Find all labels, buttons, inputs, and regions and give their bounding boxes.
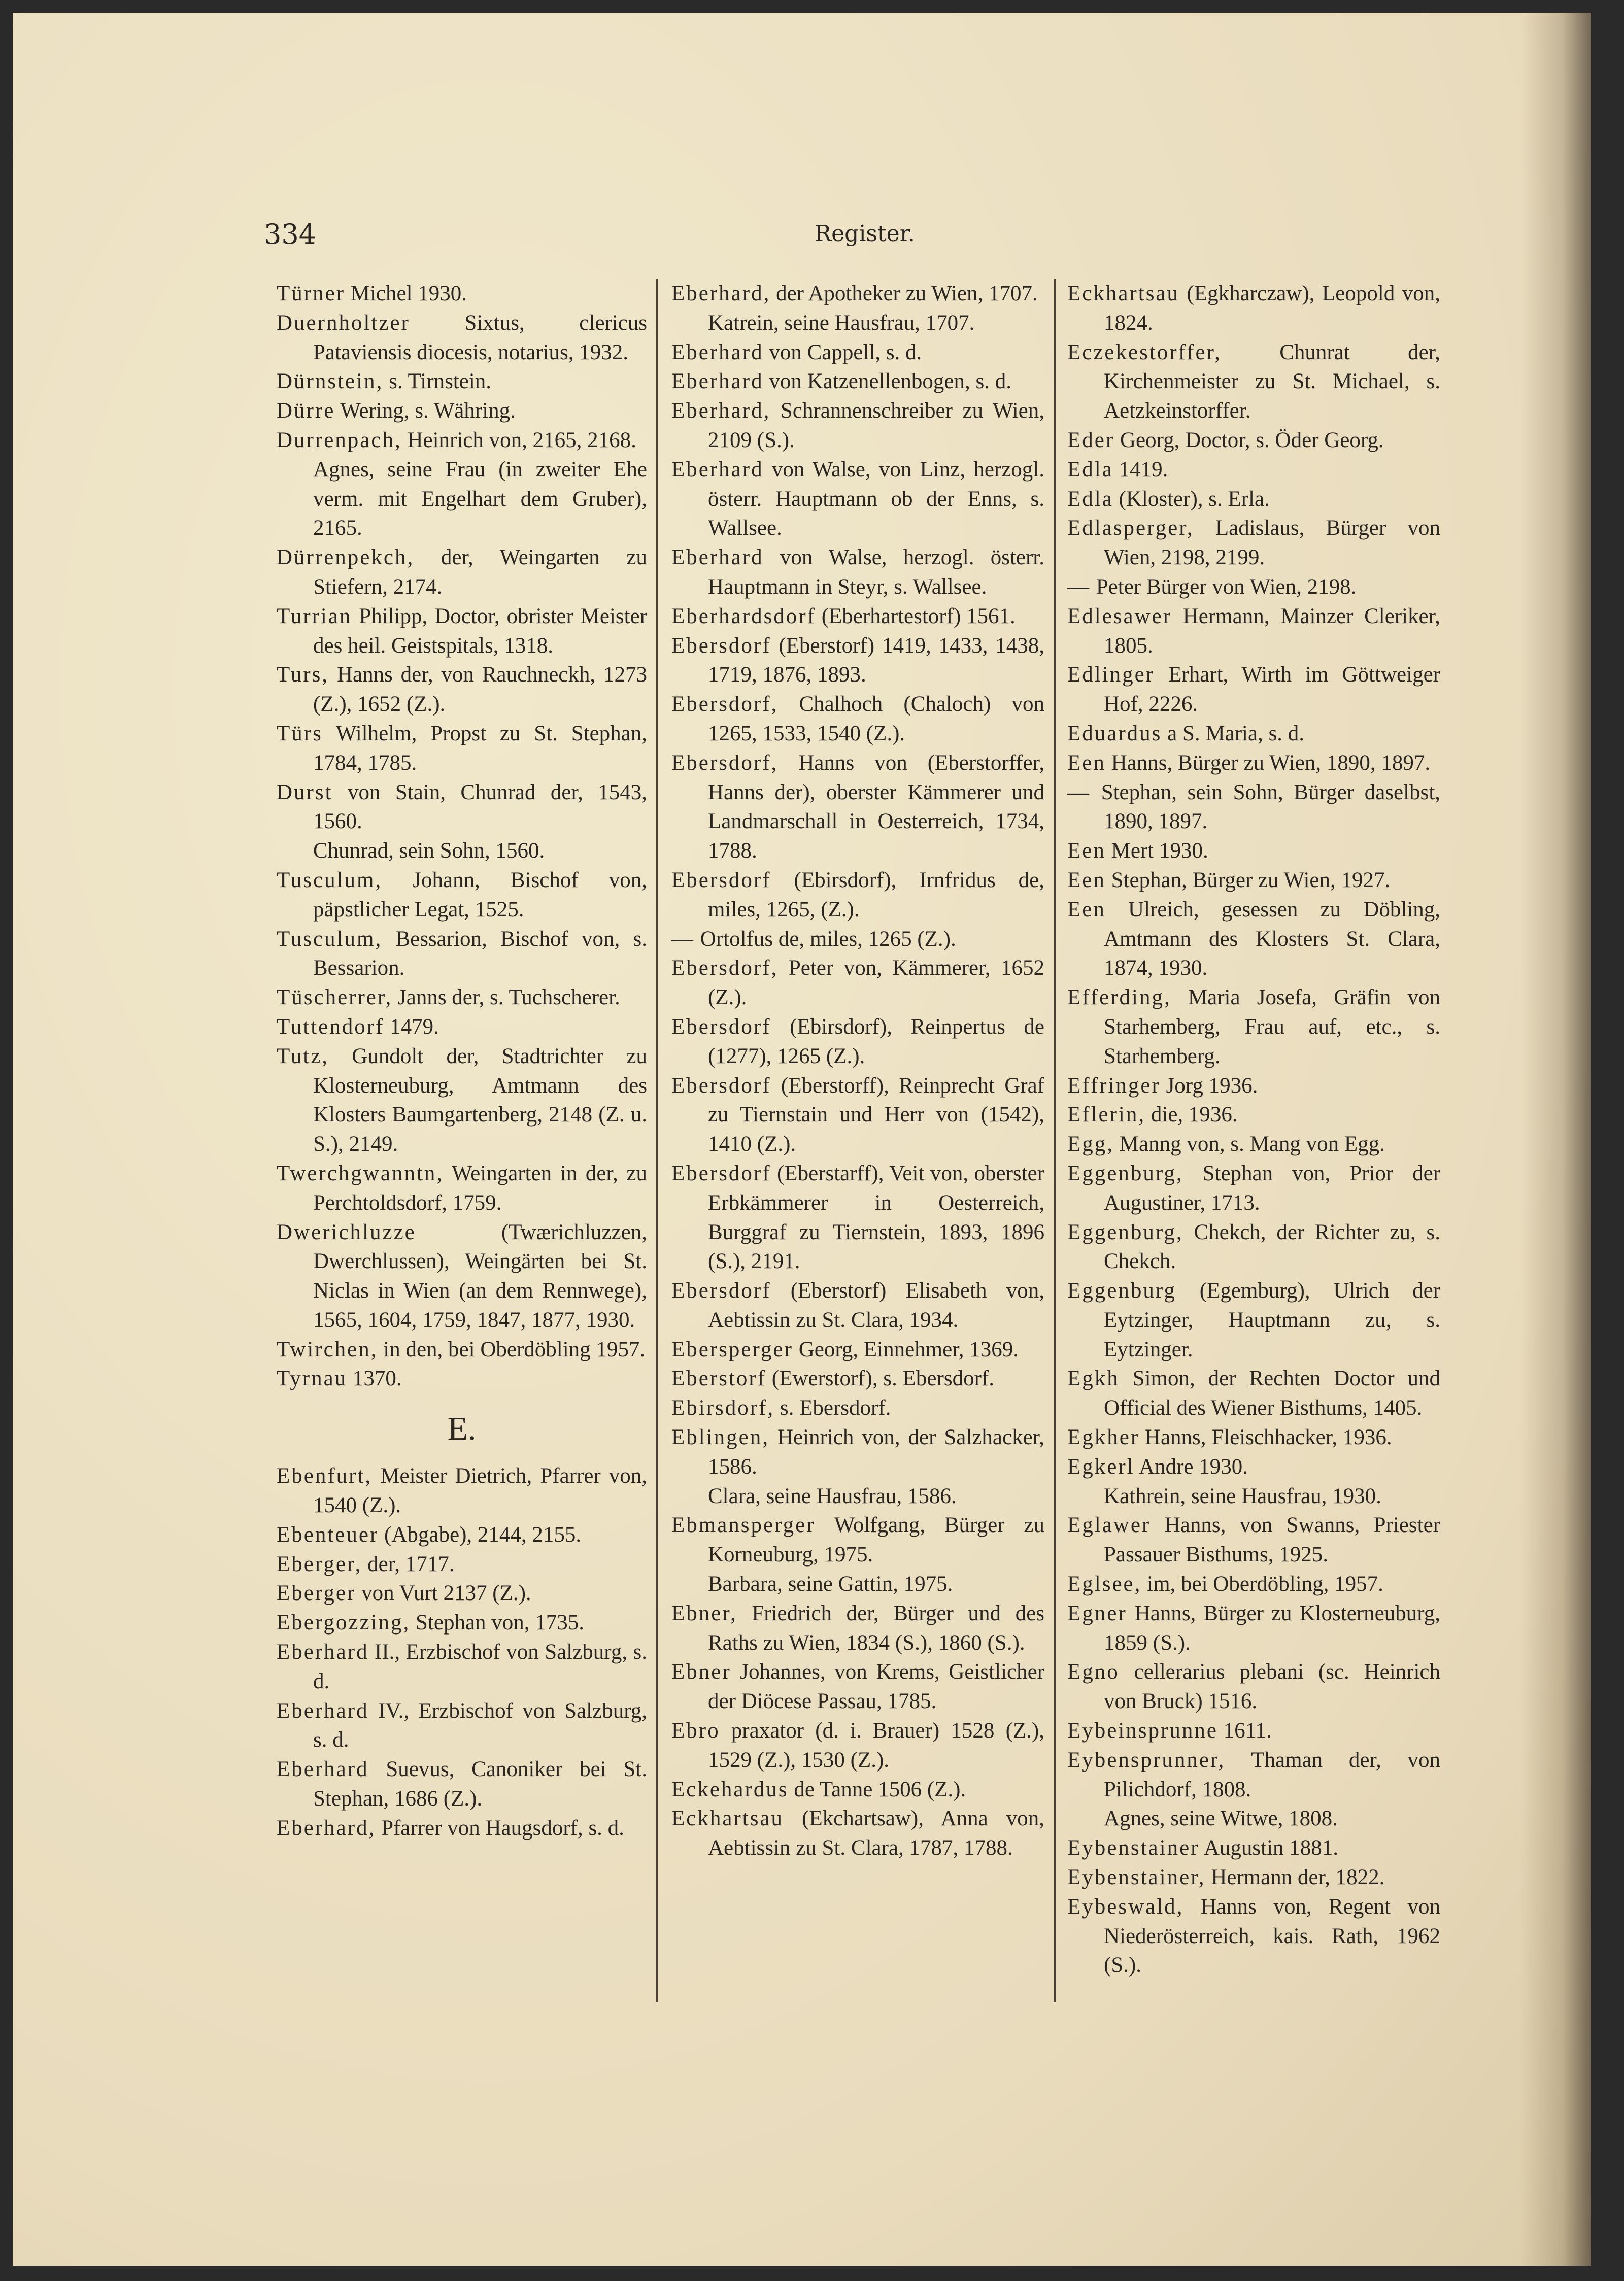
- entry-text: Mert 1930.: [1111, 839, 1208, 863]
- entry-text: Sixtus, clericus Pataviensis diocesis, notarius, 1932.: [313, 311, 647, 364]
- entry-headword: Ebersdorf: [671, 868, 771, 892]
- entry-headword: Dürre: [277, 399, 335, 423]
- index-entry: [277, 279, 647, 309]
- entry-text: Chalhoch (Chaloch) von 1265, 1533, 1540 (Z.).: [708, 692, 1044, 745]
- entry-headword: Tuttendorf: [277, 1014, 385, 1039]
- entry-text: 1611.: [1223, 1719, 1272, 1743]
- index-entry: [1067, 514, 1440, 572]
- index-entry: [1067, 1570, 1440, 1599]
- index-entry: [671, 631, 1044, 690]
- entry-headword: Ebersdorf: [671, 633, 771, 658]
- entry-text: Manng von, s. Mang von Egg.: [1119, 1132, 1385, 1156]
- index-entry: [1067, 1716, 1440, 1746]
- entry-text: (Eberstorf) Elisabeth von, Aebtissin zu St. Clara, 1934.: [708, 1279, 1044, 1332]
- entry-headword: Egkher: [1067, 1425, 1140, 1450]
- entry-text: Hermann der, 1822.: [1211, 1865, 1385, 1890]
- entry-headword: Turs,: [277, 663, 329, 687]
- entry-text: in den, bei Oberdöbling 1957.: [383, 1337, 646, 1361]
- index-entry: [1067, 836, 1440, 866]
- index-entry: [671, 1482, 1044, 1511]
- index-entry: [1067, 748, 1440, 778]
- entry-text: (Eberstorf) 1419, 1433, 1438, 1719, 1876, 1893.: [708, 633, 1044, 687]
- entry-text: Hanns von (Eberstorffer, Hanns der), oberster Kämmerer und Landmarschall in Oesterreich, 1734, 1788.: [708, 751, 1044, 863]
- entry-headword: Eckehardus: [671, 1777, 789, 1801]
- entry-headword: —: [671, 927, 695, 951]
- entry-headword: Eberger: [277, 1581, 356, 1606]
- entry-text: Agnes, seine Frau (in zweiter Ehe verm. mit Engelhart dem Gruber), 2165.: [313, 457, 647, 540]
- entry-text: Michel 1930.: [350, 282, 467, 305]
- index-entry: [277, 1814, 647, 1843]
- entry-text: von Cappell, s. d.: [769, 340, 922, 364]
- entry-headword: Twirchen,: [277, 1337, 378, 1361]
- entry-headword: Türner: [277, 282, 345, 305]
- entry-text: im, bei Oberdöbling, 1957.: [1147, 1572, 1383, 1596]
- index-entry: [671, 1570, 1044, 1599]
- entry-text: II., Erzbischof von Salzburg, s. d.: [313, 1640, 647, 1693]
- index-entry: [1067, 1746, 1440, 1805]
- index-entry: [671, 1393, 1044, 1423]
- entry-text: Friedrich der, Bürger und des Raths zu Wien, 1834 (S.), 1860 (S.).: [708, 1601, 1045, 1655]
- index-entry: [277, 836, 647, 866]
- entry-headword: Eberstorf: [671, 1367, 766, 1391]
- index-entry: [1067, 426, 1440, 455]
- entry-headword: Ebro: [671, 1719, 720, 1743]
- entry-headword: Eberhard: [277, 1640, 369, 1664]
- index-entry: [671, 1511, 1044, 1570]
- entry-text: Barbara, seine Gattin, 1975.: [708, 1572, 953, 1596]
- index-entry: [671, 455, 1044, 543]
- index-entry: [277, 1335, 647, 1365]
- entry-headword: Ebmansperger: [671, 1513, 816, 1538]
- entry-text: Hermann, Mainzer Cleriker, 1805.: [1104, 604, 1440, 658]
- entry-text: Wering, s. Währing.: [340, 399, 516, 423]
- index-entry: [671, 396, 1044, 455]
- entry-headword: Eggenburg,: [1067, 1161, 1183, 1185]
- index-entry: [671, 602, 1044, 631]
- index-entry: [277, 1364, 647, 1393]
- entry-headword: Ebersdorf: [671, 1161, 771, 1185]
- entry-headword: Edlesawer: [1067, 604, 1172, 628]
- entry-headword: Edla: [1067, 487, 1113, 511]
- index-column-3: [1067, 279, 1440, 1980]
- entry-headword: Eybeswald,: [1067, 1894, 1184, 1919]
- entry-text: Wilhelm, Propst zu St. Stephan, 1784, 1785.: [313, 721, 647, 775]
- entry-headword: Dürnstein,: [277, 369, 384, 394]
- entry-headword: Ebenfurt,: [277, 1464, 373, 1488]
- entry-text: (Eberhartestorf) 1561.: [821, 604, 1016, 628]
- index-entry: [671, 309, 1044, 338]
- entry-headword: —: [1067, 574, 1091, 599]
- index-entry: [277, 1159, 647, 1218]
- index-entry: [1067, 1482, 1440, 1511]
- entry-headword: Eder: [1067, 428, 1115, 452]
- entry-text: Erhart, Wirth im Göttweiger Hof, 2226.: [1104, 663, 1440, 717]
- entry-text: von Walse, herzogl. österr. Hauptmann in Steyr, s. Wallsee.: [708, 546, 1045, 599]
- index-entry: [671, 954, 1044, 1012]
- entry-headword: Eberhard: [671, 457, 764, 482]
- index-entry: [1067, 895, 1440, 983]
- entry-headword: Duernholtzer: [277, 311, 410, 335]
- entry-headword: Eberhard,: [277, 1816, 376, 1840]
- entry-text: Stephan, Bürger zu Wien, 1927.: [1111, 868, 1391, 892]
- entry-headword: Ebner: [671, 1660, 731, 1684]
- entry-text: Georg, Einnehmer, 1369.: [798, 1337, 1019, 1361]
- entry-text: s. Ebersdorf.: [780, 1396, 891, 1420]
- entry-text: Simon, der Rechten Doctor und Official des Wiener Bisthums, 1405.: [1104, 1367, 1440, 1420]
- entry-headword: Eberhardsdorf: [671, 604, 816, 628]
- entry-text: (Kloster), s. Erla.: [1119, 487, 1270, 511]
- index-entry: [671, 866, 1044, 925]
- entry-text: s. Tirnstein.: [389, 369, 492, 394]
- index-entry: [671, 690, 1044, 748]
- index-entry: [277, 925, 647, 983]
- index-entry: [277, 866, 647, 925]
- page-number: 334: [264, 218, 317, 250]
- entry-headword: Edla: [1067, 457, 1113, 482]
- index-entry: [1067, 1833, 1440, 1863]
- entry-text: Schrannenschreiber zu Wien, 2109 (S.).: [708, 399, 1044, 452]
- page-gutter-shadow: [1520, 13, 1591, 2266]
- index-entry: [1067, 1071, 1440, 1101]
- entry-headword: Eberhard,: [671, 399, 771, 423]
- entry-text: Wolfgang, Bürger zu Korneuburg, 1975.: [708, 1513, 1044, 1567]
- index-entry: [1067, 1159, 1440, 1218]
- entry-text: Hanns, Bürger zu Wien, 1890, 1897.: [1111, 751, 1431, 775]
- entry-headword: Eberger,: [277, 1552, 362, 1576]
- entry-headword: Eberhard: [671, 369, 764, 394]
- entry-text: von Stain, Chunrad der, 1543, 1560.: [313, 780, 647, 834]
- entry-headword: Een: [1067, 751, 1106, 775]
- entry-headword: Durst: [277, 780, 333, 804]
- index-entry: [1067, 719, 1440, 748]
- index-entry: [277, 1461, 647, 1520]
- entry-headword: Ebirsdorf,: [671, 1396, 775, 1420]
- entry-text: Georg, Doctor, s. Öder Georg.: [1120, 428, 1384, 452]
- index-entry: [1067, 1804, 1440, 1833]
- index-entry: [671, 925, 1044, 954]
- entry-text: Hanns, Bürger zu Klosterneuburg, 1859 (S.).: [1104, 1601, 1440, 1655]
- index-entry: [1067, 1863, 1440, 1892]
- entry-text: Hanns, von Swanns, Priester Passauer Bisthums, 1925.: [1104, 1513, 1441, 1567]
- entry-headword: Ebenteuer: [277, 1522, 379, 1547]
- entry-text: Peter von, Kämmerer, 1652 (Z.).: [708, 956, 1044, 1010]
- index-entry: [1067, 338, 1440, 426]
- entry-text: Pfarrer von Haugsdorf, s. d.: [381, 1816, 624, 1840]
- index-entry: [671, 1716, 1044, 1775]
- page-title: Register.: [815, 221, 915, 247]
- index-entry: [277, 396, 647, 426]
- entry-text: (Egkharczaw), Leopold von, 1824.: [1104, 282, 1440, 335]
- index-entry: [277, 426, 647, 455]
- entry-headword: Eybensprunner,: [1067, 1748, 1226, 1772]
- entry-headword: Egkh: [1067, 1367, 1120, 1391]
- entry-headword: Edlinger: [1067, 663, 1155, 687]
- index-entry: [1067, 1364, 1440, 1423]
- entry-headword: Tyrnau: [277, 1367, 348, 1391]
- index-entry: [1067, 279, 1440, 338]
- entry-text: Andre 1930.: [1139, 1454, 1248, 1479]
- index-entry: [1067, 1218, 1440, 1277]
- entry-text: Stephan von, 1735.: [416, 1611, 585, 1635]
- index-entry: [671, 1775, 1044, 1805]
- entry-text: 1419.: [1119, 457, 1168, 482]
- entry-headword: Eybeinsprunne: [1067, 1719, 1218, 1743]
- index-entry: [277, 1755, 647, 1814]
- index-entry: [671, 1159, 1044, 1276]
- entry-headword: Egner: [1067, 1601, 1127, 1625]
- entry-text: Janns der, s. Tuchscherer.: [398, 985, 620, 1010]
- index-entry: [671, 1071, 1044, 1159]
- entry-headword: Eblingen,: [671, 1425, 769, 1450]
- entry-headword: Eglawer: [1067, 1513, 1151, 1538]
- entry-headword: Eflerin,: [1067, 1103, 1146, 1127]
- entry-text: Hanns, Fleischhacker, 1936.: [1144, 1425, 1392, 1450]
- index-entry: [1067, 983, 1440, 1071]
- entry-text: (Ebirsdorf), Reinpertus de (1277), 1265 (Z.).: [708, 1014, 1044, 1068]
- entry-text: (Abgabe), 2144, 2155.: [384, 1522, 582, 1547]
- index-entry: [1067, 1130, 1440, 1159]
- index-entry: [277, 1550, 647, 1579]
- index-entry: [1067, 1657, 1440, 1716]
- entry-text: Augustin 1881.: [1203, 1836, 1339, 1860]
- entry-text: Ortolfus de, miles, 1265 (Z.).: [700, 927, 956, 951]
- index-entry: [1067, 660, 1440, 719]
- entry-headword: Een: [1067, 868, 1106, 892]
- entry-text: Thaman der, von Pilichdorf, 1808.: [1104, 1748, 1440, 1801]
- index-entry: [1067, 1452, 1440, 1482]
- entry-headword: Ebersdorf,: [671, 751, 779, 775]
- entry-headword: Eduardus: [1067, 721, 1162, 745]
- entry-headword: Eybenstainer: [1067, 1836, 1200, 1860]
- index-entry: [277, 455, 647, 543]
- entry-text: der, Weingarten zu Stiefern, 2174.: [313, 546, 648, 599]
- entry-headword: Efferding,: [1067, 985, 1171, 1010]
- entry-text: Chunrat der, Kirchenmeister zu St. Michael, s. Aetzkeinstorffer.: [1104, 340, 1440, 423]
- entry-text: Kathrein, seine Hausfrau, 1930.: [1104, 1484, 1381, 1508]
- index-entry: [1067, 1276, 1440, 1364]
- entry-headword: Tusculum,: [277, 868, 383, 892]
- index-entry: [1067, 1100, 1440, 1130]
- entry-headword: Egno: [1067, 1660, 1120, 1684]
- entry-headword: Dwerichluzze: [277, 1220, 416, 1244]
- index-entry: [671, 1012, 1044, 1071]
- index-entry: [1067, 866, 1440, 895]
- index-entry: [1067, 572, 1440, 602]
- entry-text: Meister Dietrich, Pfarrer von, 1540 (Z.).: [313, 1464, 648, 1518]
- index-entry: [1067, 1892, 1440, 1980]
- entry-headword: Ebergozzing,: [277, 1611, 411, 1635]
- index-entry: [1067, 1423, 1440, 1452]
- entry-headword: Eggenburg,: [1067, 1220, 1183, 1244]
- entry-headword: Türs: [277, 721, 323, 745]
- index-entry: [277, 543, 647, 602]
- entry-headword: Egg,: [1067, 1132, 1114, 1156]
- entry-headword: Eberhard: [671, 546, 764, 570]
- entry-text: a S. Maria, s. d.: [1167, 721, 1305, 745]
- entry-text: Johannes, von Krems, Geistlicher der Diöcese Passau, 1785.: [708, 1660, 1045, 1714]
- index-column-2: [671, 279, 1044, 1863]
- entry-headword: Ebersdorf,: [671, 692, 779, 717]
- entry-headword: Ebersdorf: [671, 1073, 771, 1098]
- entry-text: Stephan von, Prior der Augustiner, 1713.: [1104, 1161, 1441, 1215]
- entry-headword: Een: [1067, 897, 1106, 922]
- entry-text: die, 1936.: [1151, 1103, 1238, 1127]
- index-entry: [1067, 602, 1440, 661]
- entry-text: Chekch, der Richter zu, s. Chekch.: [1104, 1220, 1441, 1274]
- entry-text: (Egemburg), Ulrich der Eytzinger, Hauptmann zu, s. Eytzinger.: [1104, 1279, 1440, 1361]
- entry-headword: —: [1067, 780, 1091, 804]
- index-entry: [277, 983, 647, 1012]
- entry-headword: Ebersdorf,: [671, 956, 779, 980]
- index-entry: [671, 1423, 1044, 1482]
- entry-text: von Katzenellenbogen, s. d.: [769, 369, 1011, 394]
- entry-headword: Eglsee,: [1067, 1572, 1142, 1596]
- entry-text: (Ebirsdorf), Irnfridus de, miles, 1265, (Z.).: [708, 868, 1044, 922]
- entry-headword: Edlasperger,: [1067, 516, 1194, 540]
- entry-text: (Ekchartsaw), Anna von, Aebtissin zu St. Clara, 1787, 1788.: [708, 1807, 1045, 1860]
- entry-headword: Eberhard: [277, 1757, 369, 1782]
- index-entry: [1067, 455, 1440, 485]
- entry-text: de Tanne 1506 (Z.).: [794, 1777, 966, 1801]
- entry-headword: Eckhartsau: [671, 1807, 784, 1831]
- entry-text: (Eberstarff), Veit von, oberster Erbkämmerer in Oesterreich, Burggraf zu Tiernstein, 1893, 1896 (S.), 2191.: [708, 1161, 1044, 1274]
- entry-headword: Tutz,: [277, 1044, 329, 1068]
- entry-text: Peter Bürger von Wien, 2198.: [1096, 574, 1357, 599]
- entry-headword: Eberhard: [277, 1698, 369, 1723]
- entry-headword: Egkerl: [1067, 1454, 1135, 1479]
- entry-headword: Eberhard: [671, 340, 764, 364]
- entry-text: Chunrad, sein Sohn, 1560.: [313, 839, 545, 863]
- entry-text: Heinrich von, der Salzhacker, 1586.: [708, 1425, 1045, 1479]
- index-entry: [671, 367, 1044, 396]
- entry-text: Clara, seine Hausfrau, 1586.: [708, 1484, 957, 1508]
- index-entry: [277, 1579, 647, 1608]
- entry-text: von Vurt 2137 (Z.).: [361, 1581, 531, 1606]
- entry-text: Gundolt der, Stadtrichter zu Klosterneuburg, Amtmann des Klosters Baumgartenberg, 2148 (Z. u. S.), 2149.: [313, 1044, 648, 1156]
- entry-text: Heinrich von, 2165, 2168.: [407, 428, 636, 452]
- index-column-1: [277, 279, 647, 1843]
- entry-text: Stephan, sein Sohn, Bürger daselbst, 1890, 1897.: [1101, 780, 1441, 834]
- entry-text: Jorg 1936.: [1166, 1073, 1258, 1098]
- index-entry: [277, 367, 647, 396]
- index-entry: [277, 1012, 647, 1042]
- index-entry: [277, 1218, 647, 1335]
- entry-text: Katrein, seine Hausfrau, 1707.: [708, 311, 975, 335]
- entry-text: Maria Josefa, Gräfin von Starhemberg, Frau auf, etc., s. Starhemberg.: [1104, 985, 1441, 1068]
- entry-text: Bessarion, Bischof von, s. Bessarion.: [313, 927, 647, 980]
- column-divider: [1054, 279, 1056, 2002]
- entry-text: Philipp, Doctor, obrister Meister des heil. Geistspitals, 1318.: [313, 604, 647, 658]
- entry-text: der Apotheker zu Wien, 1707.: [776, 282, 1038, 305]
- index-entry: [1067, 1599, 1440, 1658]
- entry-headword: Tusculum,: [277, 927, 383, 951]
- entry-headword: Dürrenpekch,: [277, 546, 415, 570]
- entry-headword: Ebersdorf: [671, 1014, 771, 1039]
- column-divider: [656, 279, 658, 2002]
- entry-text: (Twærichluzzen, Dwerchlussen), Weingärten bei St. Niclas in Wien (an dem Rennwege), 1565, 1604, 1759, 1847, 1877, 1930.: [313, 1220, 647, 1332]
- index-entry: [277, 602, 647, 661]
- entry-text: Hanns von, Regent von Niederösterreich, kais. Rath, 1962 (S.).: [1104, 1894, 1441, 1978]
- index-entry: [671, 279, 1044, 309]
- index-entry: [671, 1364, 1044, 1393]
- index-entry: [277, 1696, 647, 1755]
- index-entry: [1067, 485, 1440, 514]
- index-entry: [671, 338, 1044, 367]
- index-entry: [671, 1804, 1044, 1863]
- entry-text: Johann, Bischof von, päpstlicher Legat, 1525.: [313, 868, 647, 922]
- index-entry: [671, 1276, 1044, 1335]
- entry-headword: Tüscherrer,: [277, 985, 393, 1010]
- index-entry: [1067, 1511, 1440, 1570]
- book-page: [13, 13, 1591, 2266]
- index-entry: [1067, 778, 1440, 837]
- entry-text: der, 1717.: [367, 1552, 455, 1576]
- entry-text: (Ewerstorf), s. Ebersdorf.: [771, 1367, 994, 1391]
- entry-headword: Turrian: [277, 604, 352, 628]
- entry-text: Ulreich, gesessen zu Döbling, Amtmann des Klosters St. Clara, 1874, 1930.: [1104, 897, 1441, 980]
- index-entry: [277, 1520, 647, 1550]
- entry-text: 1370.: [352, 1367, 402, 1391]
- index-entry: [277, 778, 647, 837]
- entry-text: von Walse, von Linz, herzogl. österr. Hauptmann ob der Enns, s. Wallsee.: [708, 457, 1045, 540]
- entry-text: IV., Erzbischof von Salzburg, s. d.: [313, 1698, 647, 1752]
- index-entry: [277, 309, 647, 367]
- entry-headword: Een: [1067, 839, 1106, 863]
- entry-headword: Twerchgwanntn,: [277, 1161, 444, 1185]
- entry-text: cellerarius plebani (sc. Heinrich von Bruck) 1516.: [1104, 1660, 1441, 1714]
- index-entry: [671, 748, 1044, 866]
- entry-text: Weingarten in der, zu Perchtoldsdorf, 1759.: [313, 1161, 647, 1215]
- entry-text: 1479.: [390, 1014, 439, 1039]
- index-entry: [277, 719, 647, 778]
- index-entry: [671, 1335, 1044, 1365]
- entry-headword: Ebersdorf: [671, 1279, 771, 1303]
- index-entry: [671, 1657, 1044, 1716]
- index-entry: [277, 1638, 647, 1696]
- entry-headword: Durrenpach,: [277, 428, 402, 452]
- index-entry: [671, 543, 1044, 602]
- entry-text: praxator (d. i. Brauer) 1528 (Z.), 1529 (Z.), 1530 (Z.).: [708, 1719, 1044, 1772]
- entry-headword: Effringer: [1067, 1073, 1161, 1098]
- entry-headword: Eckhartsau: [1067, 282, 1180, 305]
- entry-headword: Eggenburg: [1067, 1279, 1176, 1303]
- entry-text: (Eberstorff), Reinprecht Graf zu Tiernstain und Herr von (1542), 1410 (Z.).: [708, 1073, 1044, 1156]
- entry-text: Hanns der, von Rauchneckh, 1273 (Z.), 1652 (Z.).: [313, 663, 648, 717]
- entry-text: Agnes, seine Witwe, 1808.: [1104, 1807, 1338, 1831]
- entry-headword: Ebersperger: [671, 1337, 793, 1361]
- index-entry: [277, 660, 647, 719]
- entry-headword: Eybenstainer,: [1067, 1865, 1206, 1890]
- entry-headword: Ebner,: [671, 1601, 737, 1625]
- entry-text: Ladislaus, Bürger von Wien, 2198, 2199.: [1104, 516, 1440, 570]
- index-entry: [277, 1608, 647, 1638]
- entry-text: Suevus, Canoniker bei St. Stephan, 1686 (Z.).: [313, 1757, 647, 1811]
- index-entry: [671, 1599, 1044, 1658]
- section-letter: E.: [447, 1410, 477, 1448]
- index-entry: [277, 1042, 647, 1159]
- entry-headword: Eberhard,: [671, 282, 771, 305]
- entry-headword: Eczekestorffer,: [1067, 340, 1222, 364]
